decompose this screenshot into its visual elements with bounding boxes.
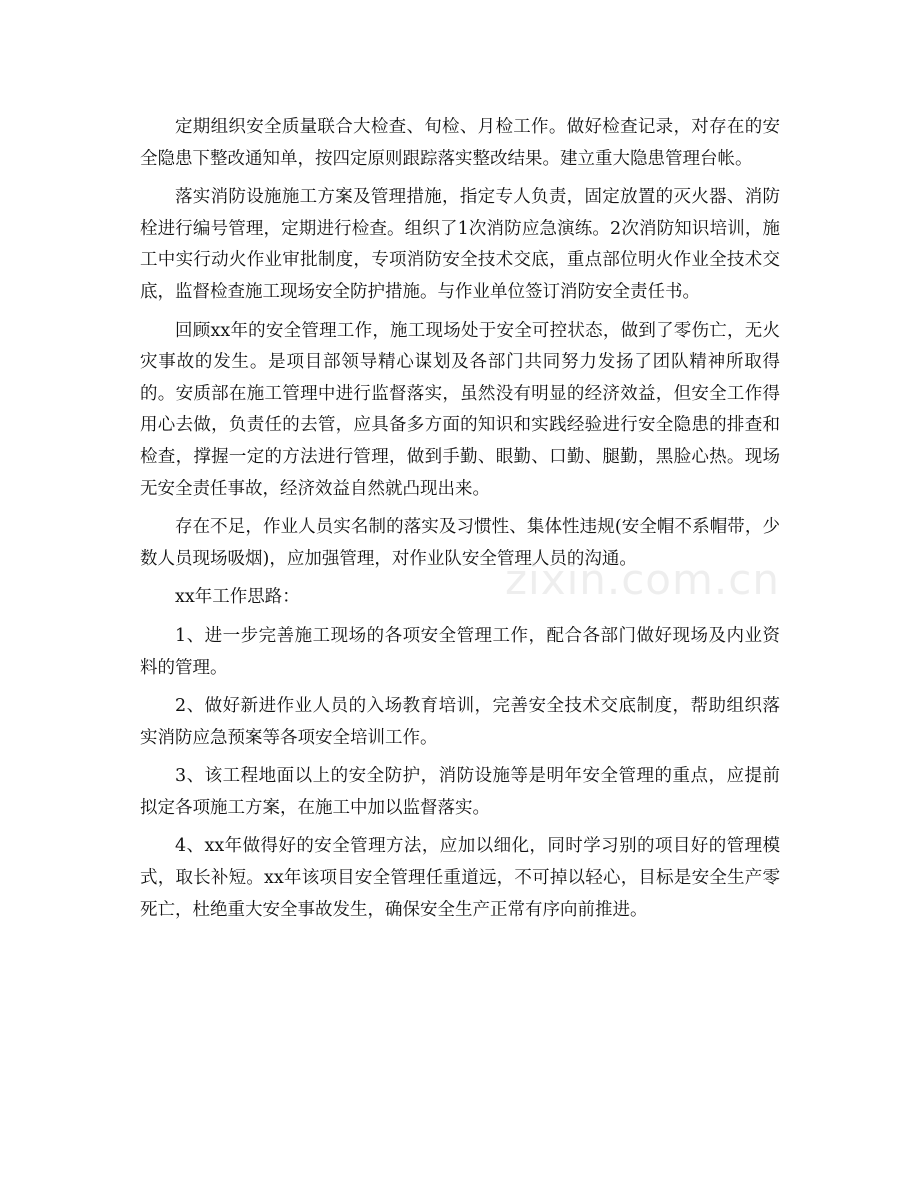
paragraph-plan-item-1: 1、进一步完善施工现场的各项安全管理工作，配合各部门做好现场及内业资料的管理。	[140, 625, 780, 678]
paragraph-plan-heading: xx年工作思路：	[175, 587, 300, 608]
paragraph-plan-item-4: 4、xx年做得好的安全管理方法，应加以细化，同时学习别的项目好的管理模式，取长补短。xx年该项目安全管理任重道远，不可掉以轻心，目标是安全生产零死亡，杜绝重大安全事故发生，确保安全生产正常有序向前推进。	[140, 836, 780, 920]
paragraph-plan-item-3: 3、该工程地面以上的安全防护，消防设施等是明年安全管理的重点，应提前拟定各项施工方案，在施工中加以监督落实。	[140, 766, 780, 818]
paragraph-inspection: 定期组织安全质量联合大检查、旬检、月检工作。做好检查记录，对存在的安全隐患下整改通知单，按四定原则跟踪落实整改结果。建立重大隐患管理台帐。	[140, 117, 780, 169]
watermark-text: zixin.com.cn	[505, 555, 780, 604]
document-body	[140, 112, 780, 933]
paragraph-shortcomings: 存在不足，作业人员实名制的落实及习惯性、集体性违规(安全帽不系帽带，少数人员现场吸烟)，应加强管理，对作业队安全管理人员的沟通。	[140, 517, 780, 569]
paragraph-fire-safety: 落实消防设施施工方案及管理措施，指定专人负责，固定放置的灭火器、消防栓进行编号管理，定期进行检查。组织了1次消防应急演练。2次消防知识培训，施工中实行动火作业审批制度，专项消防安全技术交底，重点部位明火作业全技术交底，监督检查施工现场安全防护措施。与作业单位签订消防安全责任书。	[140, 187, 780, 302]
paragraph-review: 回顾xx年的安全管理工作，施工现场处于安全可控状态，做到了零伤亡，无火灾事故的发生。是项目部领导精心谋划及各部门共同努力发扬了团队精神所取得的。安质部在施工管理中进行监督落实，虽然没有明显的经济效益，但安全工作得用心去做，负责任的去管，应具备多方面的知识和实践经验进行安全隐患的排查和检查，撑握一定的方法进行管理，做到手勤、眼勤、口勤、腿勤，黑脸心热。现场无安全责任事故，经济效益自然就凸现出来。	[140, 320, 780, 499]
paragraph-plan-item-2: 2、做好新进作业人员的入场教育培训，完善安全技术交底制度，帮助组织落实消防应急预案等各项安全培训工作。	[140, 696, 780, 748]
